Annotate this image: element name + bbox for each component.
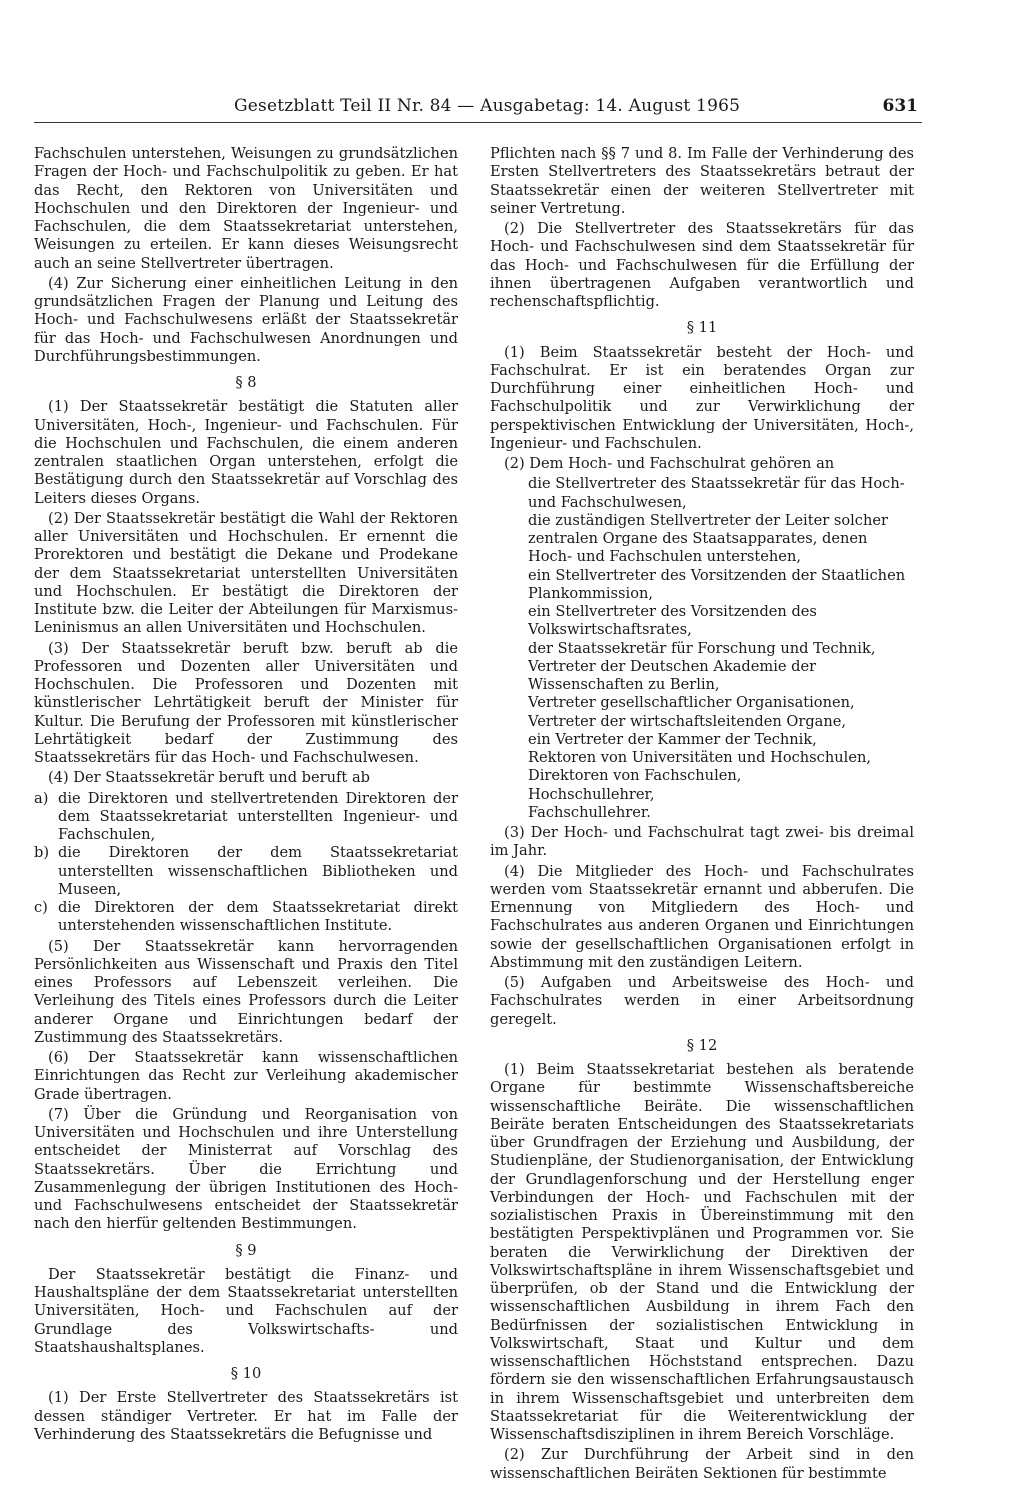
paragraph: (1) Beim Staatssekretariat bestehen als beratende Organe für bestimmte Wissenschaftsbereiche wissenschaftliche Beiräte. Die wissenschaftlichen Beiräte beraten Entscheidungen des Staatssekretariats über Grundfragen der Erziehung und Ausbildung, der Studienpläne, der Studienorganisation, der Entwicklung der Grundlagenforschung und der Herstellung enger Verbindungen der Hoch- und Fachschulen mit der sozialistischen Praxis in Übereinstimmung mit den bestätigten Perspektivplänen und Programmen vor. Sie beraten die Verwirklichung der Direktiven der Volkswirtschaftspläne in ihrem Wissenschaftsgebiet und überprüfen, ob der Stand und die Entwicklung der wissenschaftlichen Ausbildung in ihrem Fach den Bedürfnissen der sozialistischen Entwicklung in Volkswirtschaft, Staat und Kultur und dem wissenschaftlichen Höchststand entsprechen. Dazu fördern sie den wissenschaftlichen Erfahrungsaustausch in ihrem Wissenschaftsgebiet und unterbreiten dem Staatssekretariat für die Weiterentwicklung der Wissenschaftsdisziplinen in ihrem Bereich Vorschläge. <box>490 1061 914 1443</box>
paragraph: Pflichten nach §§ 7 und 8. Im Falle der Verhinderung des Ersten Stellvertreters des Staatssekretärs betraut der Staatssekretär einen der weiteren Stellvertreter mit seiner Vertretung. <box>490 145 914 217</box>
paragraph: (1) Der Staatssekretär bestätigt die Statuten aller Universitäten, Hoch-, Ingenieur- und Fachschulen. Für die Hochschulen und Fachschulen, die einem anderen zentralen staatlichen Organ unterstehen, erfolgt die Bestätigung durch den Staatssekretär auf Vorschlag des Leiters dieses Organs. <box>34 398 458 507</box>
page-number: 631 <box>882 96 918 116</box>
section-heading: § 12 <box>686 1036 718 1054</box>
list-item <box>34 790 458 845</box>
list-item: ein Stellvertreter des Vorsitzenden des Volkswirtschaftsrates, <box>528 603 817 639</box>
list-item-label: a) <box>34 789 49 807</box>
paragraph: (6) Der Staatssekretär kann wissenschaftlichen Einrichtungen das Recht zur Verleihung akademischer Grade übertragen. <box>34 1049 458 1103</box>
paragraph: (4) Die Mitglieder des Hoch- und Fachschulrates werden vom Staatssekretär ernannt und abberufen. Die Ernennung von Mitgliedern des Hoch- und Fachschulrates aus anderen Organen und Einrichtungen sowie der gesellschaftlichen Organisationen erfolgt in Abstimmung mit den zuständigen Leitern. <box>490 862 914 971</box>
list-item: Vertreter der wirtschaftsleitenden Organe, <box>528 712 847 730</box>
page-header <box>34 92 922 123</box>
list-item-text: die Direktoren der dem Staatssekretariat direkt unterstehenden wissenschaftlichen Institute. <box>58 899 458 935</box>
paragraph: (7) Über die Gründung und Reorganisation von Universitäten und Hochschulen und ihre Unterstellung entscheidet der Ministerrat auf Vorschlag des Staatssekretärs. Über die Errichtung und Zusammenlegung der übrigen Institutionen des Hoch- und Fachschulwesens entscheidet der Staatssekretär nach den hierfür geltenden Bestimmungen. <box>34 1105 458 1233</box>
list-item-text: die Direktoren und stellvertretenden Direktoren der dem Staatssekretariat unterstellten Ingenieur- und Fachschulen, <box>58 789 458 843</box>
header-title: Gesetzblatt Teil II Nr. 84 — Ausgabetag: 14. August 1965 <box>234 96 741 116</box>
list-item: die zuständigen Stellvertreter der Leiter solcher zentralen Organe des Staatsapparates, denen Hoch- und Fachschulen unterstehen, <box>528 511 888 566</box>
list-item: der Staatssekretär für Forschung und Technik, <box>528 639 876 657</box>
list-item-label: c) <box>34 899 48 916</box>
list-item: Hochschullehrer, <box>528 785 655 803</box>
section-heading: § 10 <box>230 1365 262 1382</box>
right-column <box>490 145 914 1485</box>
paragraph: (3) Der Staatssekretär beruft bzw. beruft ab die Professoren und Dozenten aller Universitäten und Hochschulen. Die Professoren und Dozenten mit künstlerischer Lehrtätigkeit beruft der Minister für Kultur. Die Berufung der Professoren mit künstlerischer Lehrtätigkeit bedarf der Zustimmung des Staatssekretärs für das Hoch- und Fachschulwesen. <box>34 639 458 766</box>
paragraph: (1) Beim Staatssekretär besteht der Hoch- und Fachschulrat. Er ist ein beratendes Organ zur Durchführung einer einheitlichen Hoch- und Fachschulpolitik und zur Verwirklichung der perspektivischen Entwicklung der Universitäten, Hoch-, Ingenieur- und Fachschulen. <box>490 343 914 452</box>
list-item: Vertreter der Deutschen Akademie der Wissenschaften zu Berlin, <box>528 657 817 693</box>
list-item: Vertreter gesellschaftlicher Organisationen, <box>528 694 855 712</box>
section-heading: § 8 <box>235 374 257 391</box>
left-column <box>34 145 458 1446</box>
list-item: ein Stellvertreter des Vorsitzenden der Staatlichen Plankommission, <box>528 566 906 602</box>
paragraph: (3) Der Hoch- und Fachschulrat tagt zwei- bis dreimal im Jahr. <box>490 824 914 860</box>
list-item-text: die Direktoren der dem Staatssekretariat unterstellten wissenschaftlichen Bibliotheken und Museen, <box>58 844 458 898</box>
paragraph: (5) Aufgaben und Arbeitsweise des Hoch- und Fachschulrates werden in einer Arbeitsordnung geregelt. <box>490 974 914 1028</box>
section-heading: § 11 <box>686 319 718 337</box>
paragraph: Der Staatssekretär bestätigt die Finanz- und Haushaltspläne der dem Staatssekretariat unterstellten Universitäten, Hoch- und Fachschulen auf der Grundlage des Volkswirtschafts- und Staatshaushaltsplanes. <box>34 1265 458 1356</box>
paragraph: (2) Die Stellvertreter des Staatssekretärs für das Hoch- und Fachschulwesen sind dem Staatssekretär für das Hoch- und Fachschulwesen für die Erfüllung der ihnen übertragenen Aufgaben verantwortlich und rechenschaftspflichtig. <box>490 220 914 310</box>
list-item <box>34 899 458 936</box>
member-list <box>528 475 914 822</box>
list-item-label: b) <box>34 844 50 862</box>
list-item: ein Vertreter der Kammer der Technik, <box>528 730 817 748</box>
enumerated-list <box>34 790 458 936</box>
paragraph: (1) Der Erste Stellvertreter des Staatssekretärs ist dessen ständiger Vertreter. Er hat im Falle der Verhinderung des Staatssekretärs die Befugnisse und <box>34 1389 458 1443</box>
paragraph: (4) Zur Sicherung einer einheitlichen Leitung in den grundsätzlichen Fragen der Planung und Leitung des Hoch- und Fachschulwesens erläßt der Staatssekretär für das Hoch- und Fachschulwesen Anordnungen und Durchführungsbestimmungen. <box>34 274 458 365</box>
list-item: Fachschullehrer. <box>528 803 651 821</box>
paragraph: Fachschulen unterstehen, Weisungen zu grundsätzlichen Fragen der Hoch- und Fachschulpolitik zu geben. Er hat das Recht, den Rektoren von Universitäten und Hochschulen und den Direktoren der Ingenieur- und Fachschulen, die dem Staatssekretariat unterstehen, Weisungen zu erteilen. Er kann dieses Weisungsrecht auch an seine Stellvertreter übertragen. <box>34 145 458 272</box>
list-item <box>34 844 458 899</box>
paragraph: (2) Zur Durchführung der Arbeit sind in den wissenschaftlichen Beiräten Sektionen für bestimmte <box>490 1446 914 1482</box>
list-item: Direktoren von Fachschulen, <box>528 767 742 785</box>
paragraph: (2) Dem Hoch- und Fachschulrat gehören an <box>504 455 835 472</box>
paragraph: (2) Der Staatssekretär bestätigt die Wahl der Rektoren aller Universitäten und Hochschulen. Er ernennt die Prorektoren und bestätigt die Dekane und Prodekane der dem Staatssekretariat unterstellten Universitäten und Hochschulen. Er bestätigt die Direktoren der Institute bzw. die Leiter der Abteilungen für Marxismus-Leninismus an allen Universitäten und Hochschulen. <box>34 509 458 637</box>
paragraph: (5) Der Staatssekretär kann hervorragenden Persönlichkeiten aus Wissenschaft und Praxis den Titel eines Professors auf Lebenszeit verleihen. Die Verleihung des Titels eines Professors durch die Leiter anderer Organe und Einrichtungen bedarf der Zustimmung des Staatssekretärs. <box>34 937 458 1046</box>
list-item: Rektoren von Universitäten und Hochschulen, <box>528 749 871 766</box>
paragraph: (4) Der Staatssekretär beruft und beruft ab <box>48 769 370 787</box>
list-item: die Stellvertreter des Staatssekretär für das Hoch- und Fachschulwesen, <box>528 475 905 511</box>
section-heading: § 9 <box>235 1241 257 1259</box>
